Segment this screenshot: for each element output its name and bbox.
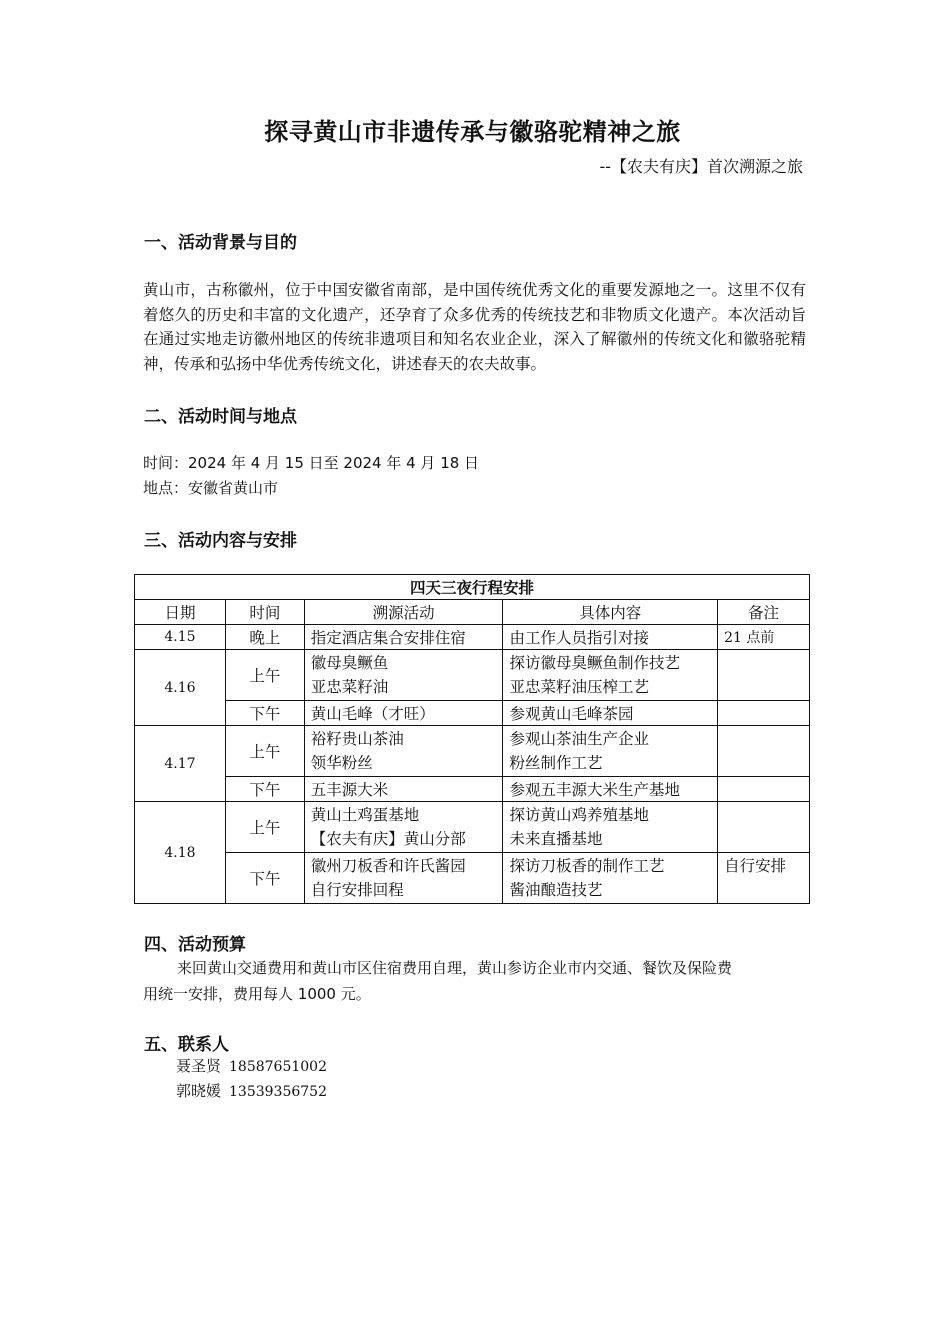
note-cell [718,726,810,777]
activity-cell [304,726,503,777]
activity-cell: 黄山毛峰（才旺） [304,701,503,726]
activity-cell [304,650,503,701]
table-row [135,625,810,650]
detail-cell: 由工作人员指引对接 [503,625,718,650]
table-row [135,701,810,726]
detail-cell [503,802,718,853]
contact-name: 郭晓媛 [176,1082,222,1100]
activity-line: 亚忠菜籽油 [310,678,389,696]
time-cell: 上午 [225,726,304,777]
time-cell: 下午 [225,701,304,726]
detail-line: 粉丝制作工艺 [509,754,603,772]
event-time: 时间：2024 年 4 月 15 日至 2024 年 4 月 18 日 [143,454,480,472]
section-5-heading: 五、联系人 [144,1035,229,1055]
detail-cell: 参观五丰源大米生产基地 [503,777,718,802]
document-title: 探寻黄山市非遗传承与徽骆驼精神之旅 [264,118,681,146]
section-2-heading: 二、活动时间与地点 [144,407,297,427]
table-row [135,802,810,853]
time-cell: 上午 [225,802,304,853]
date-cell: 4.18 [135,802,226,904]
note-cell [718,701,810,726]
contact-entry [176,1055,327,1076]
detail-line: 参观山茶油生产企业 [509,730,649,748]
contact-name: 聂圣贤 [176,1057,222,1075]
detail-cell: 参观黄山毛峰茶园 [503,701,718,726]
activity-line: 【农夫有庆】黄山分部 [310,830,466,848]
activity-line: 自行安排回程 [310,881,404,899]
note-cell [718,802,810,853]
detail-cell [503,650,718,701]
detail-line: 亚忠菜籽油压榨工艺 [509,678,649,696]
table-caption: 四天三夜行程安排 [135,575,810,600]
column-header-time: 时间 [225,600,304,625]
activity-cell [304,853,503,904]
detail-line: 未来直播基地 [509,830,603,848]
date-cell: 4.15 [135,625,226,650]
detail-cell [503,853,718,904]
detail-line: 探访黄山鸡养殖基地 [509,806,649,824]
note-cell [718,777,810,802]
activity-cell: 指定酒店集合安排住宿 [304,625,503,650]
section-4-heading: 四、活动预算 [144,935,246,955]
column-header-date: 日期 [135,600,226,625]
note-cell [718,650,810,701]
schedule-table [134,574,810,904]
column-header-detail: 具体内容 [503,600,718,625]
contact-phone: 18587651002 [229,1059,327,1075]
activity-line: 领华粉丝 [310,754,373,772]
note-cell [718,625,810,650]
note-cell: 自行安排 [718,853,810,904]
table-row [135,726,810,777]
table-row [135,853,810,904]
note-text: 21 点前 [724,630,775,646]
time-cell: 下午 [225,853,304,904]
activity-line: 黄山土鸡蛋基地 [310,806,420,824]
detail-cell [503,726,718,777]
time-cell: 下午 [225,777,304,802]
contact-entry [176,1080,327,1101]
time-cell: 上午 [225,650,304,701]
table-row [135,650,810,701]
activity-line: 裕籽贵山茶油 [310,730,404,748]
column-header-note: 备注 [718,600,810,625]
budget-line-2: 用统一安排，费用每人 1000 元。 [143,985,371,1003]
section-3-heading: 三、活动内容与安排 [144,531,297,551]
table-row [135,777,810,802]
activity-cell [304,802,503,853]
contact-phone: 13539356752 [229,1084,327,1100]
detail-line: 酱油酿造技艺 [509,881,603,899]
activity-line: 徽州刀板香和许氏酱园 [310,857,466,875]
date-cell: 4.16 [135,650,226,726]
detail-line: 探访徽母臭鳜鱼制作技艺 [509,654,680,672]
detail-line: 探访刀板香的制作工艺 [509,857,665,875]
activity-cell: 五丰源大米 [304,777,503,802]
time-cell: 晚上 [225,625,304,650]
event-place: 地点：安徽省黄山市 [143,479,279,497]
budget-line-1: 来回黄山交通费用和黄山市区住宿费用自理，黄山参访企业市内交通、餐饮及保险费 [177,959,733,977]
date-cell: 4.17 [135,726,226,802]
section-1-body: 黄山市，古称徽州，位于中国安徽省南部，是中国传统优秀文化的重要发源地之一。这里不仅有着悠久的历史和丰富的文化遗产，还孕育了众多优秀的传统技艺和非物质文化遗产。本次活动旨在通过实地走访徽州地区的传统非遗项目和知名农业企业，深入了解徽州的传统文化和徽骆驼精神，传承和弘扬中华优秀传统文化，讲述春天的农夫故事。 [143,281,806,373]
section-1-heading: 一、活动背景与目的 [144,233,297,253]
table-header-row [135,600,810,625]
document-subtitle: --【农夫有庆】首次溯源之旅 [599,157,803,176]
activity-line: 徽母臭鳜鱼 [310,654,389,672]
column-header-activity: 溯源活动 [304,600,503,625]
